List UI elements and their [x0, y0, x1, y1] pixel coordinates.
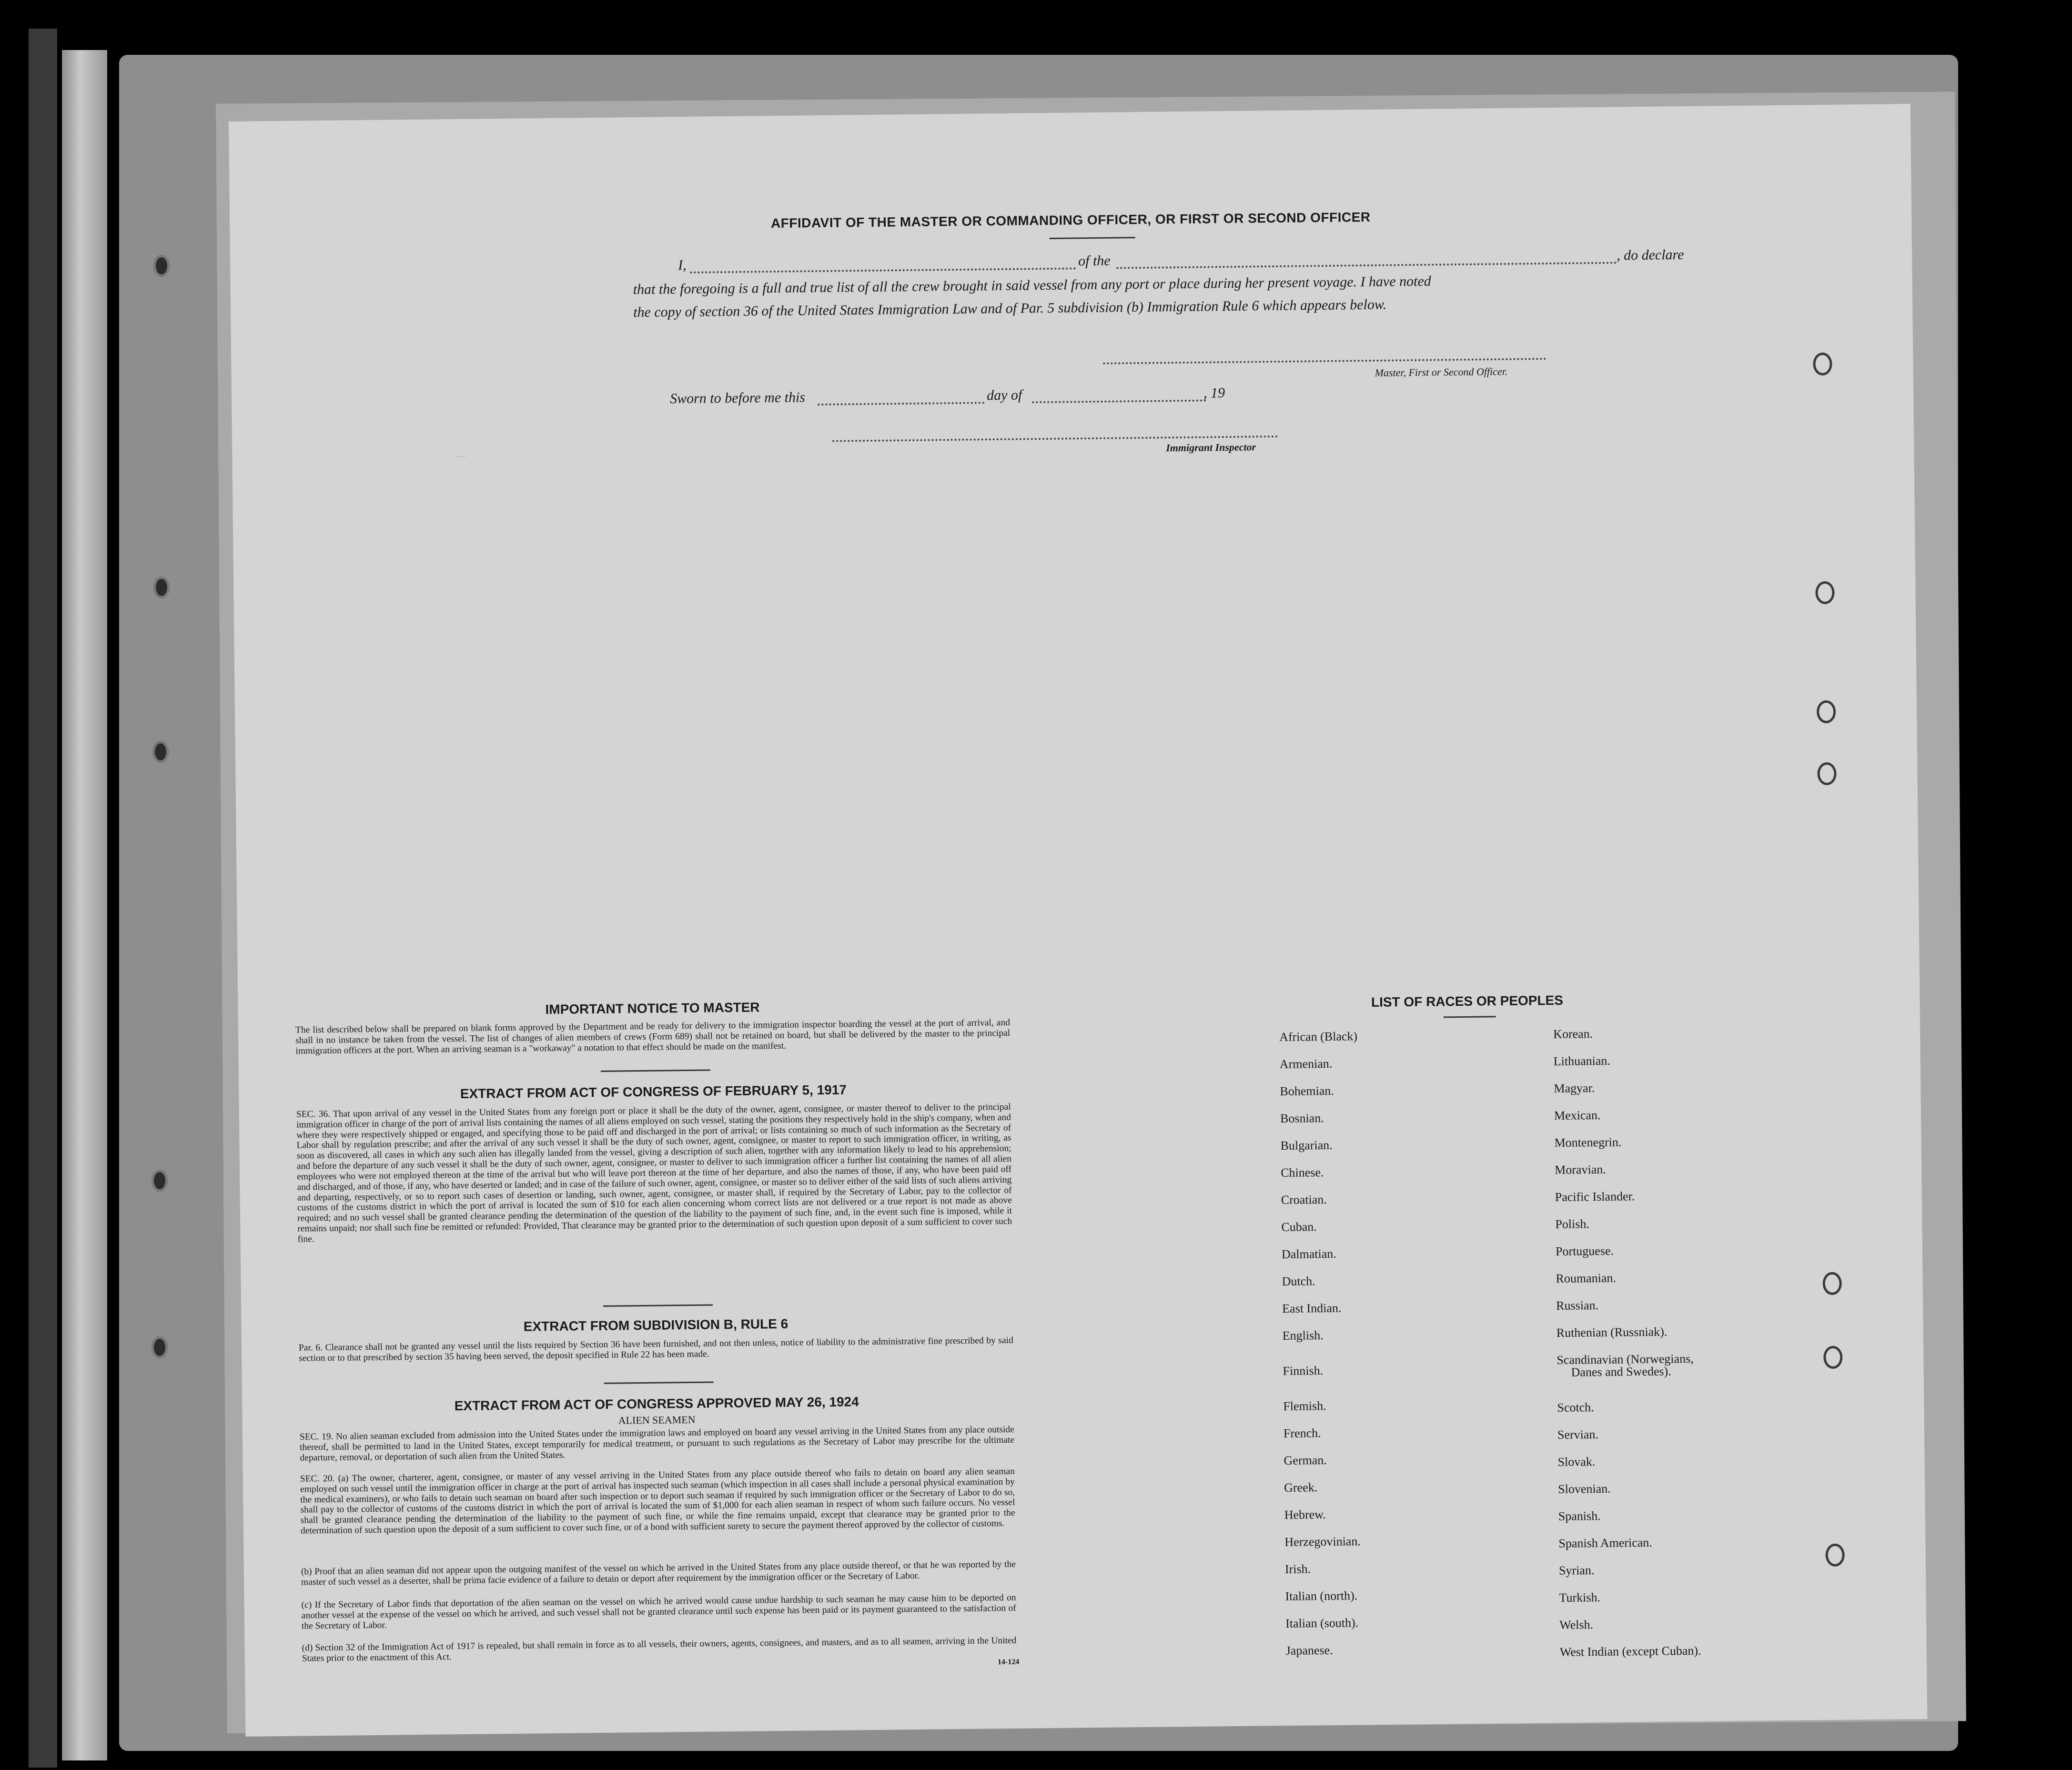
sworn-month-blank — [1032, 400, 1206, 404]
races-left-column — [1279, 1028, 1524, 1658]
race-item: Welsh. — [1559, 1617, 1594, 1632]
races-underline — [1444, 1016, 1496, 1018]
race-item: Lithuanian. — [1553, 1053, 1611, 1068]
race-item: Spanish. — [1558, 1508, 1601, 1523]
race-item: Croatian. — [1281, 1192, 1327, 1207]
binding-hole — [153, 255, 170, 277]
left-binding-shadow — [29, 29, 57, 1768]
race-item: East Indian. — [1282, 1301, 1342, 1315]
extract-1924-sec20b: (b) Proof that an alien seaman did not appear upon the outgoing manifest of the vessel on which he arrived in the United States from any place outside thereof, or that he was reported by the master of such vessel as a deserter, shall be prima facie evidence of a failure to detain or deport after requirement by the immigration officer or the Secretary of Labor. — [301, 1559, 1016, 1588]
race-item: Portuguese. — [1555, 1244, 1614, 1258]
notice-text: The list described below shall be prepared on blank forms approved by the Department and be ready for delivery to the immigration inspector boarding the vessel at the port of arrival, and shall in no instance be taken from the vessel. The list of changes of alien members of crews (Form 689) shall not be retained on board, but shall be delivered by the master to the principal immigration officers at the port. When an arriving seaman is a "workaway" a notation to that effect should be made on the manifest. — [295, 1017, 1011, 1056]
race-item: Polish. — [1555, 1217, 1590, 1231]
sworn-day-blank — [818, 402, 984, 405]
race-item: Moravian. — [1555, 1162, 1606, 1177]
race-item: Roumanian. — [1556, 1271, 1617, 1285]
race-item: Italian (north). — [1285, 1588, 1358, 1604]
race-item: Scotch. — [1557, 1400, 1594, 1415]
race-item: Chinese. — [1281, 1165, 1324, 1180]
race-item: Montenegrin. — [1554, 1135, 1622, 1150]
extract-1924-sec20d: (d) Section 32 of the Immigration Act of 1917 is repealed, but shall remain in force as to all vessels, their owners, agents, consignees, and masters, and as to all seamen, arriving in the United States prior to the enactment of this Act. — [302, 1635, 1017, 1664]
punch-ring — [1823, 1346, 1843, 1369]
alien-seamen-subheading: ALIEN SEAMEN — [618, 1413, 696, 1426]
race-item: Finnish. — [1283, 1364, 1324, 1378]
race-item: French. — [1283, 1426, 1321, 1441]
affidavit-title: AFFIDAVIT OF THE MASTER OR COMMANDING OFFICER, OR FIRST OR SECOND OFFICER — [770, 209, 1371, 231]
race-item: Scandinavian (Norwegians, — [1557, 1351, 1694, 1367]
race-item: Dalmatian. — [1281, 1246, 1336, 1261]
race-item: Flemish. — [1283, 1399, 1326, 1414]
i-label: I, — [678, 257, 687, 273]
race-item: Syrian. — [1558, 1563, 1595, 1578]
rule6-heading: EXTRACT FROM SUBDIVISION B, RULE 6 — [523, 1316, 788, 1334]
year-label: , 19 — [1203, 385, 1225, 401]
race-item: Bosnian. — [1280, 1111, 1324, 1126]
extract-1917-text: SEC. 36. That upon arrival of any vessel in the United States from any foreign port or place it shall be the duty of the owner, agent, consignee, or master thereof to deliver to the principal immigration officer in charge of the port of arrival lists containing the names of all aliens employed on such vessel, stating the positions they respectively hold in the ship's company, when and where they were respectively shipped or engaged, and specifying those to be paid off and discharged in the port of arrival; or lists containing so much of such information as the Secretary of Labor shall by regulation prescribe; and after the arrival of any such vessel it shall be the duty of such owner, agent, consignee, or master to report to such immigration officer, in writing, as soon as discovered, all cases in which any such alien has illegally landed from the vessel, giving a description of such alien, together with any information likely to lead to his apprehension; and before the departure of any such vessel it shall be the duty of such owner, agent, consignee, or master to deliver to such immigration officer a further list containing the names of all alien employees who were not employed thereon at the time of the arrival but who will leave port thereon at the time of her departure, and also the names of those, if any, who have been paid off and discharged, and of those, if any, who have deserted or landed; and in case of the failure of such owner, agent, consignee, or master so to deliver either of the said lists of such aliens arriving and departing, respectively, or so to report such cases of desertion or landing, such owner, agent, consignee, or master shall, if required by the Secretary of Labor, pay to the collector of customs of the customs district in which the port of arrival is located the sum of $10 for each alien concerning whom correct lists are not delivered or a true report is not made as above required; and no such vessel shall be granted clearance pending the determination of the question of the liability to the payment of such fine, and, in the event such fine is imposed, while it remains unpaid; nor shall such fine be remitted or refunded: Provided, That clearance may be granted prior to the determination of such question upon deposit of a sum sufficient to cover such fine. — [296, 1102, 1012, 1244]
race-item: Slovak. — [1557, 1454, 1596, 1469]
race-item: Dutch. — [1282, 1274, 1315, 1288]
race-item: African (Black) — [1279, 1029, 1358, 1044]
signature-blank — [1103, 358, 1546, 364]
affidavit-page — [229, 104, 1927, 1737]
of-the-label: of the — [1078, 253, 1111, 269]
binding-hole — [152, 741, 169, 763]
race-item: Japanese. — [1285, 1643, 1333, 1658]
title-underline — [1050, 237, 1135, 239]
race-item: Magyar. — [1554, 1081, 1595, 1095]
vessel-blank — [1116, 262, 1617, 269]
race-item: Italian (south). — [1285, 1616, 1359, 1631]
day-of-label: day of — [986, 387, 1022, 404]
punch-ring — [1822, 1272, 1842, 1295]
race-item: Greek. — [1284, 1480, 1318, 1495]
punch-ring — [1817, 700, 1836, 723]
race-item: Spanish American. — [1558, 1535, 1652, 1550]
extract-1924-sec20c: (c) If the Secretary of Labor finds that deportation of the alien seaman on the vessel on which he arrived would cause undue hardship to such seaman he may cause him to be deported on another vessel at the expense of the vessel on which he arrived, and such vessel shall not be granted clearance until such expense has been paid or its payment guaranteed to the satisfaction of the Secretary of Labor. — [301, 1592, 1016, 1631]
race-item: German. — [1284, 1453, 1327, 1468]
race-item: Danes and Swedes). — [1571, 1364, 1671, 1379]
punch-ring — [1813, 353, 1832, 375]
punch-ring — [1825, 1544, 1845, 1567]
divider — [603, 1304, 713, 1306]
race-item: Ruthenian (Russniak). — [1556, 1325, 1668, 1340]
races-heading: LIST OF RACES OR PEOPLES — [1371, 992, 1564, 1010]
race-item: Slovenian. — [1558, 1481, 1611, 1496]
race-item: Herzegovinian. — [1284, 1534, 1361, 1549]
race-item: Bulgarian. — [1280, 1138, 1333, 1153]
race-item: English. — [1282, 1328, 1324, 1343]
do-declare-label: , do declare — [1616, 247, 1684, 263]
rule6-text: Par. 6. Clearance shall not be granted any vessel until the lists required by Section 36 have been furnished, and not then unless, notice of liability to the administrative fine prescribed by said section or to that prescribed by section 35 having been served, the deposit specified in Rule 22 has been made. — [298, 1335, 1013, 1364]
race-item: Russian. — [1556, 1298, 1599, 1313]
race-item: Hebrew. — [1284, 1507, 1326, 1522]
affidavit-line-3: the copy of section 36 of the United States Immigration Law and of Par. 5 subdivision (b) Immigration Rule 6 which appears below. — [633, 296, 1387, 321]
inspector-label: Immigrant Inspector — [1166, 441, 1256, 454]
binding-hole — [152, 1170, 168, 1192]
binding-hole — [152, 1336, 168, 1358]
form-number: 14-124 — [997, 1658, 1020, 1667]
race-item: West Indian (except Cuban). — [1559, 1643, 1701, 1659]
race-item: Turkish. — [1559, 1590, 1601, 1605]
signature-label: Master, First or Second Officer. — [1375, 365, 1508, 379]
extract-1924-sec20a: SEC. 20. (a) The owner, charterer, agent, consignee, or master of any vessel arriving in the United States from any place outside thereof who fails to detain on board any alien seaman employed on such vessel until the immigration officer in charge at the port of arrival has inspected such seaman (which inspection in all cases shall include a personal physical examination by the medical examiners), or who fails to detain such seaman on board after such inspection or to deport such seaman if required by such immigration officer or the Secretary of Labor to do so, shall pay to the collector of customs of the customs district in which the port of arrival is located the sum of $1,000 for each alien seaman in respect of whom such failure occurs. No vessel shall be granted clearance pending the determination of the liability to the payment of such fine, or while the fine remains unpaid, except that clearance may be granted prior to the determination of such question upon the deposit of a sum sufficient to cover such fine, or of a bond with sufficient surety to secure the payment thereof approved by the collector of customs. — [300, 1466, 1015, 1536]
divider — [601, 1070, 710, 1072]
bleed-through-text: — — [456, 447, 468, 466]
notice-heading: IMPORTANT NOTICE TO MASTER — [545, 1000, 760, 1017]
race-item: Bohemian. — [1280, 1083, 1334, 1099]
punch-ring — [1815, 581, 1835, 604]
punch-ring — [1817, 762, 1837, 785]
race-item: Armenian. — [1279, 1056, 1333, 1072]
race-item: Mexican. — [1554, 1108, 1601, 1123]
race-item: Pacific Islander. — [1555, 1189, 1635, 1204]
binding-hole — [153, 577, 170, 598]
extract-1917-heading: EXTRACT FROM ACT OF CONGRESS OF FEBRUARY 5, 1917 — [460, 1082, 847, 1102]
race-item: Irish. — [1284, 1562, 1311, 1577]
divider — [604, 1381, 714, 1384]
name-blank — [690, 267, 1076, 273]
race-item: Servian. — [1557, 1427, 1599, 1442]
affidavit-line-2: that the foregoing is a full and true list of all the crew brought in said vessel from any port or place during her present voyage. I have noted — [633, 273, 1431, 298]
races-right-column — [1553, 1025, 1798, 1659]
left-binding-strip — [62, 50, 107, 1760]
extract-1924-sec19: SEC. 19. No alien seaman excluded from admission into the United States under the immigration laws and employed on board any vessel arriving in the United States from any place outside thereof, shall be permitted to land in the United States, except temporarily for medical treatment, or pursuant to such regulations as the Secretary of Labor may prescribe for the ultimate departure, removal, or deportation of such alien from the United States. — [299, 1424, 1015, 1463]
extract-1924-heading: EXTRACT FROM ACT OF CONGRESS APPROVED MAY 26, 1924 — [454, 1394, 859, 1414]
sworn-label: Sworn to before me this — [669, 389, 806, 407]
race-item: Korean. — [1553, 1027, 1593, 1041]
race-item: Cuban. — [1281, 1220, 1317, 1234]
